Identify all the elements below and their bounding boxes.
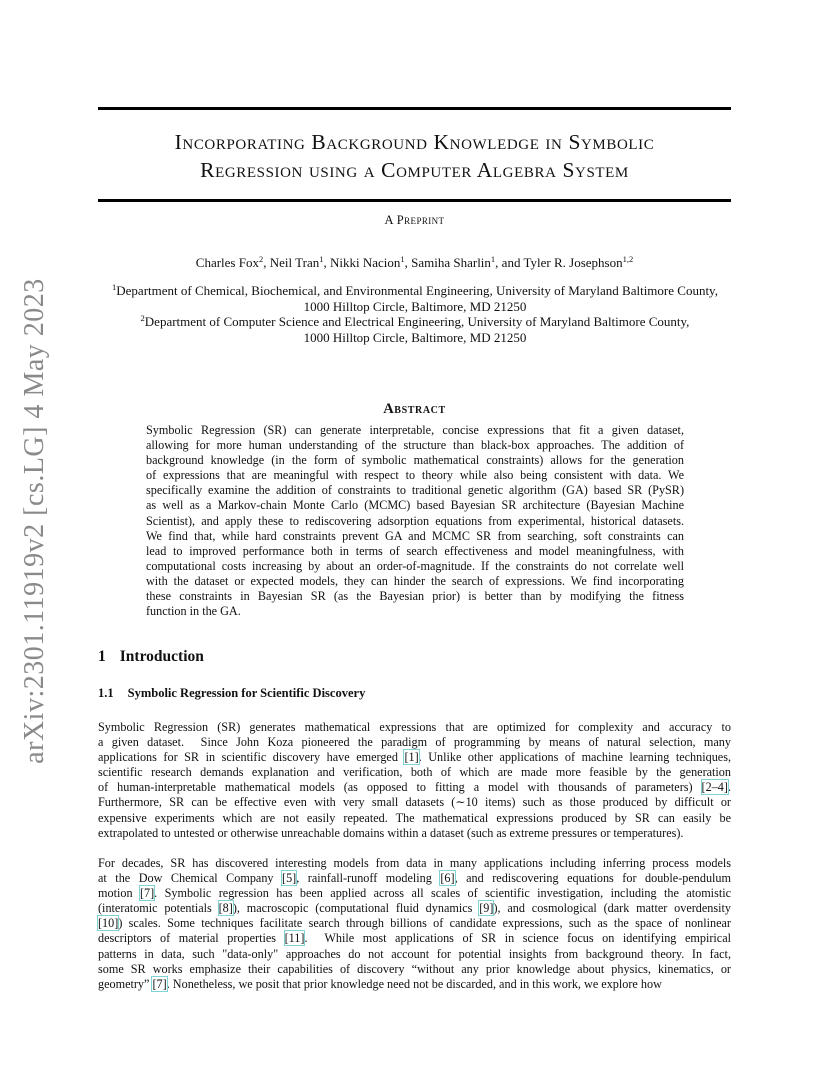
paragraph-line	[98, 720, 731, 735]
author-list	[98, 255, 731, 271]
author-affiliation-marker: 1,2	[622, 254, 634, 264]
paragraph-line	[98, 901, 731, 916]
affiliation-address: 1000 Hilltop Circle, Baltimore, MD 21250	[303, 298, 527, 314]
paragraph-text: .	[727, 780, 731, 795]
paragraph-line	[98, 750, 731, 765]
paragraph-text: ), macroscopic (computational fluid dynamics	[232, 901, 480, 916]
citation-link[interactable]: [10]	[98, 916, 119, 931]
author-separator: ,	[323, 255, 330, 270]
paragraph-text: of human-interpretable mathematical models (as opposed to fitting a model with thousands of parameters)	[98, 780, 702, 795]
affiliation-line	[90, 283, 740, 299]
citation-link[interactable]: [6]	[440, 871, 455, 886]
paragraph-text: applications for SR in scientific discovery have emerged	[98, 750, 405, 765]
title-bottom-rule	[98, 199, 731, 202]
paragraph-line	[98, 947, 731, 962]
affiliation-marker: 2	[140, 313, 145, 323]
author-name: Samiha Sharlin	[411, 255, 491, 270]
paragraph-line	[98, 977, 731, 992]
affiliation-text: Department of Chemical, Biochemical, and Environmental Engineering, University of Maryland Baltimore County,	[116, 283, 718, 298]
intro-paragraph-2	[98, 856, 731, 992]
paragraph-text: patterns in data, such "data-only" approaches do not account for potential insights from background theory. In fact,	[98, 946, 731, 961]
citation-link[interactable]: [1]	[404, 750, 419, 765]
author-affiliation-marker: 1	[490, 254, 496, 264]
author-name: Tyler R. Josephson	[523, 255, 623, 270]
paragraph-line	[98, 886, 731, 901]
arxiv-stamp-text: arXiv:2301.11919v2 [cs.LG] 4 May 2023	[19, 278, 50, 764]
abstract-line: We find that, while hard constraints prevent GA and MCMC SR from searching, soft constraints can	[146, 528, 684, 543]
paragraph-text: . Nonetheless, we posit that prior knowledge need not be discarded, and in this work, we explore how	[166, 976, 662, 991]
affiliation-address: 1000 Hilltop Circle, Baltimore, MD 21250	[303, 329, 527, 345]
abstract-line: specifically examine the addition of constraints to traditional genetic algorithm (GA) based SR (PySR)	[146, 483, 684, 498]
intro-paragraph-1	[98, 720, 731, 841]
subsection-number: 1.1	[98, 686, 114, 700]
paragraph-line	[98, 916, 731, 931]
paragraph-text: some SR works emphasize their capabilities of discovery “without any prior knowledge about physics, kinematics, or	[98, 961, 731, 976]
section-heading	[98, 648, 204, 666]
paragraph-text: motion	[98, 886, 140, 901]
paragraph-text: Furthermore, SR can be effective even with very small datasets (∼10 items) such as those produced by difficult or	[98, 795, 731, 810]
citation-link[interactable]: [7]	[152, 976, 167, 991]
affiliation-text: Department of Computer Science and Electrical Engineering, University of Maryland Baltimore County,	[144, 314, 690, 329]
paragraph-text: descriptors of material properties	[98, 931, 285, 946]
abstract-line: lead to improved performance both in terms of search effectiveness and model meaningfulness, with	[146, 543, 684, 558]
paragraph-line	[98, 871, 731, 886]
paragraph-line	[98, 931, 731, 946]
paragraph-text: Symbolic Regression (SR) generates mathematical expressions that are optimized for complexity and accuracy to	[98, 720, 731, 734]
affiliation-line	[90, 314, 740, 330]
section-title: Introduction	[119, 648, 204, 665]
paragraph-text: at the Dow Chemical Company	[98, 871, 283, 886]
abstract-line: Symbolic Regression (SR) can generate interpretable, concise expressions that fit a given dataset,	[146, 423, 684, 437]
affiliation-marker: 1	[112, 282, 117, 292]
paragraph-line	[98, 826, 731, 841]
arxiv-identifier-stamp	[0, 278, 70, 764]
citation-link[interactable]: [2–4]	[701, 780, 728, 795]
section-number: 1	[98, 648, 106, 665]
abstract-line: of expressions that are meaningful with respect to theory while also being consistent with data. We	[146, 468, 684, 483]
paragraph-line	[98, 856, 731, 871]
author-name: Charles Fox	[195, 255, 259, 270]
citation-link[interactable]: [11]	[284, 931, 305, 946]
abstract-line: with the dataset or expected models, they can hinder the search of expressions. We find incorporating	[146, 573, 684, 588]
paragraph-line	[98, 765, 731, 780]
abstract-line: computational costs increasing by about an order-of-magnitude. If the constraints do not correlate well	[146, 558, 684, 573]
title-top-rule	[98, 107, 731, 110]
paragraph-text: a given dataset. Since John Koza pioneered the paradigm of programming by means of natural selection, many	[98, 735, 731, 750]
paragraph-text: ), and cosmological (dark matter overdensity	[493, 901, 731, 916]
author-separator: ,	[404, 255, 412, 270]
paragraph-text: , and rediscovering equations for double-pendulum	[454, 871, 731, 886]
citation-link[interactable]: [8]	[218, 901, 233, 916]
author-name: Neil Tran	[269, 255, 320, 270]
paragraph-line	[98, 780, 731, 795]
author-affiliation-marker: 1	[319, 254, 324, 264]
author-affiliation-marker: 1	[400, 254, 405, 264]
author-name: Nikki Nacion	[329, 255, 401, 270]
abstract-heading: Abstract	[383, 401, 446, 417]
abstract-line: these constraints in Bayesian SR (as the Bayesian prior) is better than by modifying the fitness	[146, 589, 684, 604]
paragraph-text: (interatomic potentials	[98, 901, 219, 916]
paragraph-text: For decades, SR has discovered interesting models from data in many applications including inferring process models	[98, 856, 731, 870]
paragraph-text: geometry”	[98, 976, 153, 991]
abstract-line: background knowledge (in the form of symbolic mathematical constraints) allows for the generation	[146, 453, 684, 468]
author-affiliation-marker: 2	[258, 254, 264, 264]
paper-title	[98, 128, 731, 184]
paragraph-text: , rainfall-runoff modeling	[296, 871, 441, 886]
paragraph-text: ) scales. Some techniques facilitate search through billions of candidate expressions, such as the space of nonlinear	[118, 916, 731, 931]
citation-link[interactable]: [9]	[479, 901, 494, 916]
paragraph-text: scientific research demands explanation and verification, both of which are made more feasible by the generation	[98, 765, 731, 780]
abstract-line: function in the GA.	[146, 604, 241, 619]
abstract-line: as well as a Markov-chain Monte Carlo (MCMC) based Bayesian SR architecture (Bayesian Machine	[146, 498, 684, 513]
author-separator: , and	[495, 255, 524, 270]
preprint-label: A Preprint	[384, 213, 445, 227]
title-line: Regression using a Computer Algebra System	[200, 158, 629, 182]
paragraph-line	[98, 735, 731, 750]
citation-link[interactable]: [7]	[139, 886, 155, 901]
abstract-line: Scientist), and apply these to rediscovering adsorption equations from experimental, historical datasets.	[146, 513, 684, 528]
title-line: Incorporating Background Knowledge in Symbolic	[174, 130, 655, 154]
citation-link[interactable]: [5]	[282, 871, 297, 886]
subsection-title: Symbolic Regression for Scientific Discovery	[127, 686, 366, 700]
abstract-body	[146, 423, 684, 619]
paragraph-text: extrapolated to untested or otherwise unreachable domains within a dataset (such as extreme pressures or temperatures).	[98, 825, 684, 840]
paragraph-text: expensive experiments which are not easily repeated. The mathematical expressions produced by SR can easily be	[98, 810, 731, 825]
paragraph-line	[98, 962, 731, 977]
paragraph-line	[98, 811, 731, 826]
paragraph-text: . Symbolic regression has been applied across all scales of scientific investigation, including the atomistic	[154, 886, 731, 901]
paragraph-text: . Unlike other applications of machine learning techniques,	[418, 750, 731, 765]
paragraph-line	[98, 795, 731, 810]
affiliations	[90, 283, 740, 345]
subsection-heading	[98, 686, 365, 701]
paragraph-text: . While most applications of SR in science focus on identifying empirical	[304, 931, 731, 946]
author-separator: ,	[263, 255, 270, 270]
abstract-line: allowing for more human understanding of the structure than black-box approaches. The addition of	[146, 438, 684, 453]
